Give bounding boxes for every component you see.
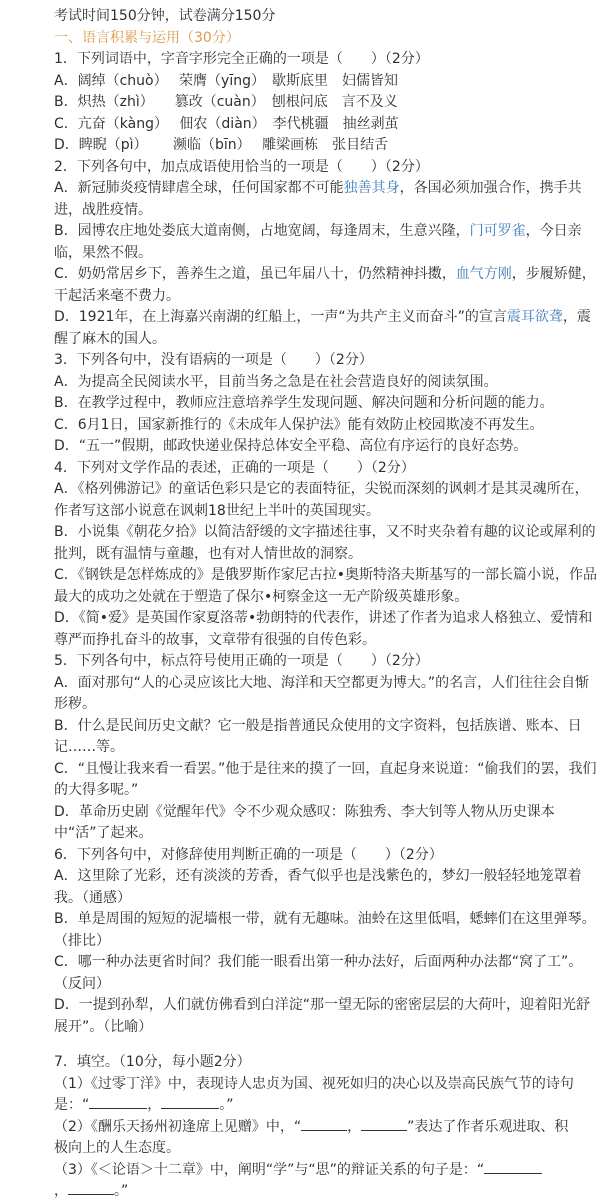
option-text: D．1921年，在上海嘉兴南湖的红船上，一声“为共产主义而奋斗”的宣言: [54, 309, 507, 325]
option-c: C．亢奋（kàng） 佃农（diàn） 李代桃疆 抽丝剥茧: [54, 115, 399, 132]
highlighted-idiom: 门可罗雀: [469, 223, 526, 239]
highlighted-idiom: 血气方刚: [455, 266, 512, 282]
answer-blank[interactable]: [484, 1160, 542, 1174]
fill-item-2-line-2: 极向上的人生态度。: [54, 1140, 180, 1156]
option-a: A．《格列佛游记》的童话色彩只是它的表面特征，尖锐而深刻的讽刺才是其灵魂所在，作者写这部小说意在讽刺18世纪上半叶的英国现实。: [54, 481, 589, 519]
answer-blank[interactable]: [361, 1117, 407, 1131]
option-text: A．新冠肺炎疫情肆虐全球，任何国家都不可能: [54, 180, 344, 196]
option-c: C．哪一种办法更省时间？我们能一眼看出第一种办法好，后面两种办法都“窝了工”。（反问）: [54, 954, 583, 992]
option-d: D．“五一”假期，邮政快递业保持总体安全平稳、高位有序运行的良好态势。: [54, 438, 528, 454]
option-a: A．这里除了光彩，还有淡淡的芳香，香气似乎也是浅紫色的，梦幻一般轻轻地笼罩着我。（通感）: [54, 868, 582, 906]
fill-item-3-line-2: [54, 1181, 598, 1203]
answer-blank[interactable]: [89, 1095, 147, 1109]
answer-blank[interactable]: [161, 1095, 219, 1109]
option-d: D．一提到孙犁，人们就仿佛看到白洋淀“那一望无际的密密层层的大荷叶，迎着阳光舒展开”。（比喻）: [54, 997, 591, 1035]
option-text: C．奶奶常居乡下，善养生之道，虽已年届八十，仍然精神抖擞，: [54, 266, 456, 282]
question-6: [54, 845, 598, 1039]
option-d: D．《简•爱》是英国作家夏洛蒂•勃朗特的代表作，讲述了作者为追求人格独立、爱情和尊严而挣扎奋斗的故事，文章带有很强的自传色彩。: [54, 610, 593, 648]
fill-text: ，: [54, 1183, 68, 1199]
question-4: [54, 458, 598, 652]
exam-header: 考试时间150分钟，试卷满分150分: [54, 8, 276, 24]
option-d: D．革命历史剧《觉醒年代》令不少观众感叹：陈独秀、李大钊等人物从历史课本中“活”了起来。: [54, 803, 555, 841]
fill-text: 是：“: [54, 1097, 90, 1113]
question-stem: 3．下列各句中，没有语病的一项是（ ）（2分）: [54, 352, 373, 368]
option-c: C．6月1日，国家新推行的《未成年人保护法》能有效防止校园欺凌不再发生。: [54, 416, 544, 433]
question-stem: 5．下列各句中，标点符号使用正确的一项是（ ）（2分）: [54, 653, 429, 669]
question-5: [54, 651, 598, 845]
question-3: [54, 350, 598, 458]
option-d: [54, 307, 598, 350]
fill-text: 。”: [114, 1183, 129, 1199]
question-stem: 6．下列各句中，对修辞使用判断正确的一项是（ ）（2分）: [54, 846, 443, 863]
option-text: ，今日亲临，果然不假。: [54, 223, 582, 261]
option-a: A．为提高全民阅读水平，目前当务之急是在社会营造良好的阅读氛围。: [54, 373, 498, 390]
option-c: C．“且慢让我来看一看罢。”他于是往来的摸了一回，直起身来说道：“偷我们的罢，我们的大得多呢。”: [54, 760, 597, 798]
fill-text: ”表达了作者乐观进取、积: [407, 1118, 569, 1135]
option-c: [54, 264, 598, 307]
option-text: ，各国必须加强合作，携手共进，战胜疫情。: [54, 180, 582, 218]
option-b: B．什么是民间历史文献？它一般是指普通民众使用的文字资料，包括族谱、账本、日记……等。: [54, 717, 582, 755]
fill-item-2-line-1: [54, 1117, 598, 1139]
option-b: B．在教学过程中，教师应注意培养学生发现问题、解决问题和分析问题的能力。: [54, 395, 554, 411]
question-stem: 2．下列各句中，加点成语使用恰当的一项是（ ）（2分）: [54, 158, 429, 175]
fill-item-1-line-1: （1）《过零丁洋》中，表现诗人忠贞为国、视死如归的决心以及崇高民族气节的诗句: [54, 1075, 574, 1092]
question-stem: 4．下列对文学作品的表述，正确的一项是（ ）（2分）: [54, 459, 415, 476]
option-text: B．园博农庄地处娄底大道南侧，占地宽阔，每逢周末，生意兴隆，: [54, 223, 470, 239]
option-text: ，步履矫健，干起活来毫不费力。: [54, 266, 596, 304]
fill-text: ，: [147, 1097, 162, 1113]
fill-text: （2）《酬乐天扬州初逢席上见赠》中，“: [54, 1118, 302, 1135]
option-b: [54, 221, 598, 264]
question-stem: 1．下列词语中，字音字形完全正确的一项是（ ）（2分）: [54, 51, 429, 67]
fill-item-1-line-2: [54, 1095, 598, 1117]
option-d: D．睥睨（pì） 濒临（bīn） 雕梁画栋 张目结舌: [54, 137, 389, 153]
highlighted-idiom: 震耳欲聋: [506, 309, 563, 325]
spacer: [54, 1038, 598, 1052]
fill-text: （3）《＜论语＞十二章》中，阐明“学”与“思”的辩证关系的句子是：“: [54, 1161, 485, 1178]
section-title: 一、语言积累与运用（30分）: [54, 29, 240, 46]
option-c: C．《钢铁是怎样炼成的》是俄罗斯作家尼古拉•奥斯特洛夫斯基写的一部长篇小说，作品最大的成功之处就在于塑造了保尔•柯察金这一无产阶级英雄形象。: [54, 567, 598, 605]
fill-text: ，: [347, 1118, 362, 1135]
option-a: A．面对那句“人的心灵应该比大地、海洋和天空都更为博大。”的名言，人们往往会自惭形秽。: [54, 674, 590, 712]
option-b: B．炽热（zhì） 篡改（cuàn） 刨根问底 言不及义: [54, 94, 398, 110]
option-a: A．阔绰（chuò） 荣膺（yīng） 歇斯底里 妇儒皆知: [54, 72, 398, 89]
answer-blank[interactable]: [301, 1117, 347, 1131]
option-b: B．单是周围的短短的泥墙根一带，就有无趣味。油蛉在这里低唱，蟋蟀们在这里弹琴。（排比）: [54, 911, 596, 949]
fill-item-3-line-1: [54, 1160, 598, 1182]
answer-blank[interactable]: [68, 1181, 114, 1195]
option-a: [54, 178, 598, 221]
option-b: B．小说集《朝花夕拾》以简洁舒缓的文字描述往事，又不时夹杂着有趣的议论或犀利的批判，既有温情与童趣，也有对人情世故的洞察。: [54, 524, 596, 562]
option-text: ，震醒了麻木的国人。: [54, 309, 591, 347]
question-1: [54, 49, 598, 157]
question-stem: 7．填空。（10分，每小题2分）: [54, 1054, 251, 1070]
fill-text: 。”: [219, 1097, 234, 1113]
question-2: [54, 157, 598, 351]
highlighted-idiom: 独善其身: [343, 180, 400, 196]
